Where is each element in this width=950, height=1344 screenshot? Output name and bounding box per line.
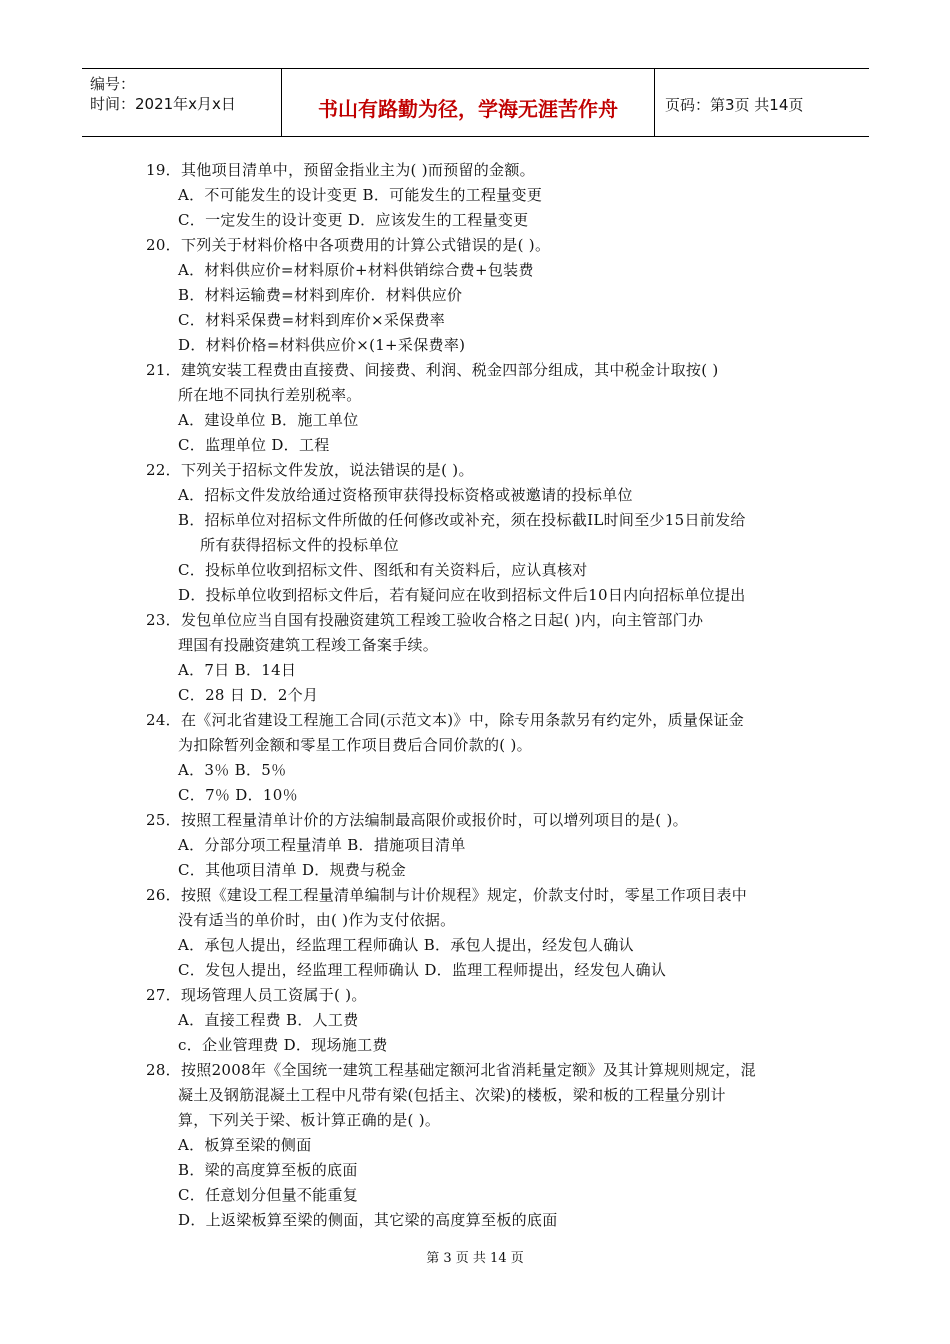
question-27-options-cd: c．企业管理费 D．现场施工费 — [178, 1036, 388, 1054]
question-24-stem-cont: 为扣除暂列金额和零星工作项目费后合同价款的( )。 — [178, 736, 532, 754]
header-left-cell — [82, 69, 282, 136]
question-27-options-ab: A．直接工程费 B．人工费 — [178, 1011, 359, 1029]
question-21-options-cd: C．监理单位 D．工程 — [178, 436, 330, 454]
question-25-stem: 25．按照工程量清单计价的方法编制最高限价或报价时，可以增列项目的是( )。 — [146, 811, 688, 829]
question-25-options-ab: A．分部分项工程量清单 B．措施项目清单 — [178, 836, 466, 854]
header-right-cell — [655, 69, 869, 136]
question-20-option-c: C．材料采保费=材料到库价×采保费率 — [178, 311, 446, 329]
question-21-options-ab: A．建设单位 B．施工单位 — [178, 411, 359, 429]
question-20-option-a: A．材料供应价=材料原价+材料供销综合费+包装费 — [178, 261, 534, 279]
question-24-stem: 24．在《河北省建设工程施工合同(示范文本)》中，除专用条款另有约定外，质量保证金 — [146, 711, 745, 729]
question-26-options-ab: A．承包人提出，经监理工程师确认 B．承包人提出，经发包人确认 — [178, 936, 634, 954]
question-28-option-c: C．任意划分但量不能重复 — [178, 1186, 359, 1204]
question-28-stem-cont-1: 凝土及钢筋混凝土工程中凡带有梁(包括主、次梁)的楼板，梁和板的工程量分别计 — [178, 1086, 726, 1104]
question-23-stem-cont: 理国有投融资建筑工程竣工备案手续。 — [178, 636, 439, 654]
question-26-options-cd: C．发包人提出，经监理工程师确认 D．监理工程师提出，经发包人确认 — [178, 961, 667, 979]
question-28-option-d: D．上返梁板算至梁的侧面，其它梁的高度算至板的底面 — [178, 1211, 558, 1229]
question-22-option-a: A．招标文件发放给通过资格预审获得投标资格或被邀请的投标单位 — [178, 486, 633, 504]
question-24-options-ab: A．3％ B．5％ — [178, 761, 287, 779]
page-footer: 第 3 页 共 14 页 — [426, 1251, 524, 1266]
question-26-stem-cont: 没有适当的单价时，由( )作为支付依据。 — [178, 911, 456, 929]
question-19-options-cd: C．一定发生的设计变更 D．应该发生的工程量变更 — [178, 211, 529, 229]
question-19-options-ab: A．不可能发生的设计变更 B．可能发生的工程量变更 — [178, 186, 543, 204]
question-27-stem: 27．现场管理人员工资属于( )。 — [146, 986, 367, 1004]
question-22-option-c: C．投标单位收到招标文件、图纸和有关资料后，应认真核对 — [178, 561, 588, 579]
question-28-stem: 28．按照2008年《全国统一建筑工程基础定额河北省消耗量定额》及其计算规则规定，混 — [146, 1061, 756, 1079]
header-middle-cell — [282, 69, 655, 136]
question-23-options-ab: A．7日 B．14日 — [178, 661, 297, 679]
question-22-stem: 22．下列关于招标文件发放，说法错误的是( )。 — [146, 461, 474, 479]
motto-text: 书山有路勤为径，学海无涯苦作舟 — [318, 97, 618, 121]
question-21-stem: 21．建筑安装工程费由直接费、间接费、利润、税金四部分组成，其中税金计取按( ) — [146, 361, 719, 379]
question-28-option-a: A．板算至梁的侧面 — [178, 1136, 312, 1154]
document-header — [82, 68, 869, 137]
question-25-options-cd: C．其他项目清单 D．规费与税金 — [178, 861, 407, 879]
question-20-option-b: B．材料运输费=材料到库价．材料供应价 — [178, 286, 463, 304]
question-28-option-b: B．梁的高度算至板的底面 — [178, 1161, 358, 1179]
question-23-options-cd: C．28 日 D．2个月 — [178, 686, 319, 704]
question-20-stem: 20．下列关于材料价格中各项费用的计算公式错误的是( )。 — [146, 236, 551, 254]
question-19-stem: 19．其他项目清单中，预留金指业主为( )而预留的金额。 — [146, 161, 535, 179]
question-23-stem: 23．发包单位应当自国有投融资建筑工程竣工验收合格之日起( )内，向主管部门办 — [146, 611, 704, 629]
question-24-options-cd: C．7％ D．10％ — [178, 786, 298, 804]
question-22-option-d: D．投标单位收到招标文件后，若有疑问应在收到招标文件后10日内向招标单位提出 — [178, 586, 746, 604]
question-21-stem-cont: 所在地不同执行差别税率。 — [178, 386, 362, 404]
question-20-option-d: D．材料价格=材料供应价×(1+采保费率) — [178, 336, 466, 354]
number-label: 编号： — [90, 75, 136, 93]
question-28-stem-cont-2: 算，下列关于梁、板计算正确的是( )。 — [178, 1111, 441, 1129]
page-info: 页码：第3页 共14页 — [665, 96, 804, 114]
question-22-option-b-cont: 所有获得招标文件的投标单位 — [200, 536, 399, 554]
date-line: 时间：2021年x月x日 — [90, 95, 236, 113]
question-26-stem: 26．按照《建设工程工程量清单编制与计价规程》规定，价款支付时，零星工作项目表中 — [146, 886, 748, 904]
question-22-option-b: B．招标单位对招标文件所做的任何修改或补充，须在投标截IL时间至少15日前发给 — [178, 511, 746, 529]
